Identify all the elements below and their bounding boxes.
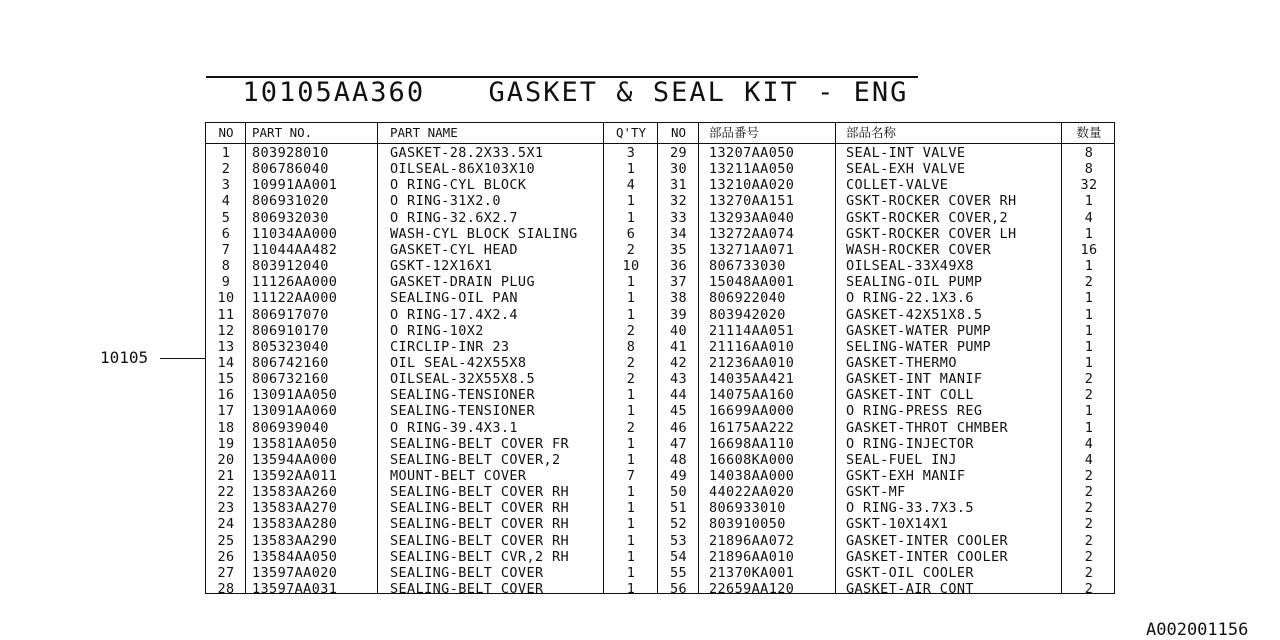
row-no: 20	[217, 451, 235, 468]
row-part-no-2: 22659AA120	[709, 581, 795, 598]
row-part-name-2: COLLET-VALVE	[846, 177, 949, 194]
row-qty-2: 32	[1080, 177, 1098, 194]
row-no: 5	[221, 209, 231, 226]
table-row	[206, 307, 1114, 323]
row-no-2: 33	[669, 209, 688, 226]
row-no-2: 51	[669, 500, 688, 517]
row-qty: 1	[626, 581, 636, 598]
row-no-2: 34	[669, 225, 688, 242]
row-part-no-2: 806733030	[709, 258, 786, 275]
row-part-name: SEALING-BELT COVER RH	[390, 484, 570, 501]
row-part-no-2: 21896AA072	[709, 532, 795, 549]
row-part-name: WASH-CYL BLOCK SIALING	[390, 225, 578, 242]
table-row	[206, 242, 1114, 258]
row-qty: 3	[626, 145, 636, 161]
table-row	[206, 468, 1114, 484]
row-part-no-2: 806922040	[709, 290, 786, 307]
row-part-no-2: 14075AA160	[709, 387, 795, 404]
row-no-2: 49	[669, 468, 688, 484]
row-part-no: 13597AA020	[252, 564, 338, 581]
row-part-no: 13584AA050	[252, 548, 338, 565]
row-qty-2: 2	[1084, 468, 1094, 484]
row-no: 10	[217, 290, 235, 307]
row-part-no-2: 13270AA151	[709, 193, 795, 210]
table-row	[206, 323, 1114, 339]
row-part-no-2: 44022AA020	[709, 484, 795, 501]
row-no-2: 47	[669, 435, 688, 452]
kit-name: GASKET & SEAL KIT - ENG	[488, 77, 909, 108]
row-part-no: 11034AA000	[252, 225, 338, 242]
row-no: 14	[217, 354, 235, 371]
row-part-name: SEALING-BELT COVER	[390, 581, 544, 598]
row-part-name: SEALING-BELT COVER RH	[390, 500, 570, 517]
row-part-no-2: 21896AA010	[709, 548, 795, 565]
row-part-no: 10991AA001	[252, 177, 338, 194]
row-no: 12	[217, 322, 235, 339]
table-row	[206, 193, 1114, 209]
row-qty: 1	[626, 387, 636, 404]
row-no-2: 48	[669, 451, 688, 468]
row-no: 15	[217, 371, 235, 388]
row-part-name: SEALING-OIL PAN	[390, 290, 518, 307]
row-part-name-2: GASKET-WATER PUMP	[846, 322, 991, 339]
row-qty-2: 2	[1084, 532, 1094, 549]
row-qty-2: 1	[1084, 258, 1094, 275]
table-row	[206, 258, 1114, 274]
row-qty-2: 1	[1084, 322, 1094, 339]
row-part-no: 13594AA000	[252, 451, 338, 468]
header-part-no-jp: 部品番号	[709, 125, 760, 140]
row-qty: 1	[626, 484, 636, 501]
row-no-2: 30	[669, 161, 688, 178]
row-part-no: 806742160	[252, 354, 329, 371]
row-qty-2: 2	[1084, 500, 1094, 517]
row-qty: 1	[626, 451, 636, 468]
row-no-2: 50	[669, 484, 688, 501]
header-part-name-jp: 部品名称	[846, 125, 897, 140]
row-part-no: 11126AA000	[252, 274, 338, 291]
row-part-name: O RING-CYL BLOCK	[390, 177, 527, 194]
row-part-name: OILSEAL-86X103X10	[390, 161, 535, 178]
row-qty: 1	[626, 564, 636, 581]
row-qty: 1	[626, 306, 636, 323]
row-part-no-2: 806933010	[709, 500, 786, 517]
row-part-no-2: 803942020	[709, 306, 786, 323]
row-qty-2: 1	[1084, 193, 1094, 210]
table-row	[206, 533, 1114, 549]
row-no-2: 40	[669, 322, 688, 339]
row-no: 27	[217, 564, 235, 581]
row-part-no: 803912040	[252, 258, 329, 275]
row-part-name: SEALING-BELT COVER,2	[390, 451, 561, 468]
row-part-no: 13583AA280	[252, 516, 338, 533]
row-part-no: 13583AA290	[252, 532, 338, 549]
table-row	[206, 177, 1114, 193]
row-qty-2: 2	[1084, 516, 1094, 533]
row-part-name: O RING-10X2	[390, 322, 484, 339]
row-part-no-2: 21236AA010	[709, 354, 795, 371]
row-qty: 6	[626, 225, 636, 242]
row-no: 1	[221, 145, 231, 161]
row-no-2: 52	[669, 516, 688, 533]
table-row	[206, 581, 1114, 597]
row-part-no: 806786040	[252, 161, 329, 178]
row-no-2: 41	[669, 338, 688, 355]
row-part-name-2: GASKET-INTER COOLER	[846, 532, 1009, 549]
row-part-name-2: GSKT-EXH MANIF	[846, 468, 966, 484]
row-part-name: SEALING-TENSIONER	[390, 387, 535, 404]
row-part-no-2: 13207AA050	[709, 145, 795, 161]
row-qty-2: 1	[1084, 225, 1094, 242]
row-no: 13	[217, 338, 235, 355]
row-no: 3	[221, 177, 231, 194]
row-part-name-2: SEAL-FUEL INJ	[846, 451, 957, 468]
row-part-name-2: GASKET-42X51X8.5	[846, 306, 983, 323]
row-qty-2: 4	[1084, 209, 1094, 226]
row-qty-2: 2	[1084, 371, 1094, 388]
row-qty: 1	[626, 500, 636, 517]
row-part-no-2: 16698AA110	[709, 435, 795, 452]
table-row	[206, 274, 1114, 290]
row-qty: 8	[626, 338, 636, 355]
row-part-name: SEALING-BELT COVER FR	[390, 435, 570, 452]
row-qty-2: 1	[1084, 338, 1094, 355]
row-no: 23	[217, 500, 235, 517]
row-part-name-2: WASH-ROCKER COVER	[846, 241, 991, 258]
row-part-name-2: GASKET-INTER COOLER	[846, 548, 1009, 565]
header-qty: Q'TY	[615, 125, 647, 140]
row-part-name-2: SEAL-EXH VALVE	[846, 161, 966, 178]
table-row	[206, 210, 1114, 226]
row-no: 22	[217, 484, 235, 501]
row-qty-2: 1	[1084, 354, 1094, 371]
callout-leader-line	[160, 358, 206, 359]
row-part-name-2: O RING-PRESS REG	[846, 403, 983, 420]
row-no-2: 38	[669, 290, 688, 307]
row-part-name-2: O RING-22.1X3.6	[846, 290, 974, 307]
row-part-no: 806732160	[252, 371, 329, 388]
row-part-name-2: GSKT-ROCKER COVER LH	[846, 225, 1017, 242]
reference-code: A002001156	[1146, 620, 1249, 640]
row-no-2: 42	[669, 354, 688, 371]
row-part-no-2: 803910050	[709, 516, 786, 533]
row-qty: 1	[626, 548, 636, 565]
row-no: 2	[221, 161, 231, 178]
row-qty-2: 2	[1084, 564, 1094, 581]
row-no: 21	[217, 468, 235, 484]
table-row	[206, 516, 1114, 532]
row-qty-2: 2	[1084, 274, 1094, 291]
row-qty-2: 1	[1084, 419, 1094, 436]
table-row	[206, 565, 1114, 581]
row-qty: 2	[626, 419, 636, 436]
row-part-no-2: 13271AA071	[709, 241, 795, 258]
row-qty-2: 1	[1084, 306, 1094, 323]
row-part-name-2: GASKET-AIR CONT	[846, 581, 974, 598]
table-row	[206, 387, 1114, 403]
row-part-name-2: SEALING-OIL PUMP	[846, 274, 983, 291]
row-no-2: 39	[669, 306, 688, 323]
row-no: 16	[217, 387, 235, 404]
row-no: 6	[221, 225, 231, 242]
row-part-name-2: GASKET-THERMO	[846, 354, 957, 371]
row-no: 26	[217, 548, 235, 565]
row-part-name: OIL SEAL-42X55X8	[390, 354, 527, 371]
row-part-no-2: 16175AA222	[709, 419, 795, 436]
header-part-name: PART NAME	[390, 125, 458, 140]
row-part-name-2: GASKET-THROT CHMBER	[846, 419, 1009, 436]
table-row	[206, 549, 1114, 565]
row-part-name-2: O RING-INJECTOR	[846, 435, 974, 452]
row-qty-2: 2	[1084, 581, 1094, 598]
table-row	[206, 226, 1114, 242]
callout-label: 10105	[100, 348, 149, 367]
row-part-name: O RING-32.6X2.7	[390, 209, 518, 226]
row-part-no: 806939040	[252, 419, 329, 436]
kit-title	[206, 42, 918, 108]
row-part-no-2: 14035AA421	[709, 371, 795, 388]
row-qty-2: 8	[1084, 145, 1094, 161]
row-part-name: SEALING-BELT COVER RH	[390, 532, 570, 549]
row-part-no: 13091AA050	[252, 387, 338, 404]
row-no: 19	[217, 435, 235, 452]
row-no: 8	[221, 258, 231, 275]
row-part-no-2: 13210AA020	[709, 177, 795, 194]
row-qty: 7	[626, 468, 636, 484]
header-part-no: PART NO.	[252, 125, 313, 140]
row-part-name: SEALING-BELT CVR,2 RH	[390, 548, 570, 565]
row-part-no-2: 13211AA050	[709, 161, 795, 178]
row-part-no: 806932030	[252, 209, 329, 226]
row-no-2: 54	[669, 548, 688, 565]
row-no: 28	[217, 581, 235, 598]
row-no: 4	[221, 193, 231, 210]
row-no-2: 35	[669, 241, 688, 258]
row-part-name-2: GASKET-INT COLL	[846, 387, 974, 404]
row-part-no: 11044AA482	[252, 241, 338, 258]
row-qty: 1	[626, 161, 636, 178]
row-qty: 2	[626, 354, 636, 371]
row-qty-2: 1	[1084, 403, 1094, 420]
row-no-2: 37	[669, 274, 688, 291]
table-row	[206, 403, 1114, 419]
row-no-2: 45	[669, 403, 688, 420]
row-qty-2: 2	[1084, 387, 1094, 404]
row-part-name: GSKT-12X16X1	[390, 258, 493, 275]
row-part-no-2: 21370KA001	[709, 564, 795, 581]
table-row	[206, 500, 1114, 516]
row-part-no: 806910170	[252, 322, 329, 339]
table-row	[206, 484, 1114, 500]
row-no: 7	[221, 241, 231, 258]
row-part-no-2: 21114AA051	[709, 322, 795, 339]
row-qty-2: 2	[1084, 548, 1094, 565]
row-no: 24	[217, 516, 235, 533]
table-row	[206, 145, 1114, 161]
row-part-name: SEALING-BELT COVER	[390, 564, 544, 581]
row-qty-2: 1	[1084, 290, 1094, 307]
row-part-name: GASKET-CYL HEAD	[390, 241, 518, 258]
row-qty: 1	[626, 209, 636, 226]
row-qty: 1	[626, 290, 636, 307]
header-no-2: NO	[670, 125, 687, 140]
row-no-2: 43	[669, 371, 688, 388]
row-part-name: OILSEAL-32X55X8.5	[390, 371, 535, 388]
row-part-name: O RING-31X2.0	[390, 193, 501, 210]
row-no-2: 36	[669, 258, 688, 275]
table-row	[206, 420, 1114, 436]
row-part-name: SEALING-TENSIONER	[390, 403, 535, 420]
row-qty-2: 4	[1084, 451, 1094, 468]
row-qty: 1	[626, 193, 636, 210]
row-part-name-2: GSKT-MF	[846, 484, 906, 501]
row-no: 18	[217, 419, 235, 436]
row-part-no: 13091AA060	[252, 403, 338, 420]
row-qty: 2	[626, 322, 636, 339]
table-row	[206, 339, 1114, 355]
row-part-name: SEALING-BELT COVER RH	[390, 516, 570, 533]
row-part-no-2: 14038AA000	[709, 468, 795, 484]
row-part-name-2: SEAL-INT VALVE	[846, 145, 966, 161]
row-part-no: 13597AA031	[252, 581, 338, 598]
row-part-no: 13583AA260	[252, 484, 338, 501]
row-qty-2: 16	[1080, 241, 1098, 258]
row-part-no-2: 21116AA010	[709, 338, 795, 355]
row-no-2: 44	[669, 387, 688, 404]
row-no: 25	[217, 532, 235, 549]
row-qty: 1	[626, 532, 636, 549]
row-qty-2: 8	[1084, 161, 1094, 178]
row-no-2: 29	[669, 145, 688, 161]
row-part-name: O RING-39.4X3.1	[390, 419, 518, 436]
row-part-name-2: GSKT-ROCKER COVER,2	[846, 209, 1009, 226]
row-qty-2: 4	[1084, 435, 1094, 452]
row-qty: 10	[622, 258, 640, 275]
table-row	[206, 290, 1114, 306]
row-part-name-2: OILSEAL-33X49X8	[846, 258, 974, 275]
row-part-name-2: SELING-WATER PUMP	[846, 338, 991, 355]
row-part-name: O RING-17.4X2.4	[390, 306, 518, 323]
row-qty: 2	[626, 241, 636, 258]
parts-table	[205, 122, 1115, 598]
row-part-no: 13592AA011	[252, 468, 338, 484]
row-part-no: 803928010	[252, 145, 329, 161]
row-part-no-2: 13293AA040	[709, 209, 795, 226]
table-row	[206, 436, 1114, 452]
row-qty: 4	[626, 177, 636, 194]
row-part-name-2: O RING-33.7X3.5	[846, 500, 974, 517]
table-row	[206, 355, 1114, 371]
header-qty-jp: 数量	[1076, 125, 1102, 140]
row-no: 11	[217, 306, 235, 323]
row-no-2: 56	[669, 581, 688, 598]
header-no: NO	[218, 125, 234, 140]
row-part-no: 13581AA050	[252, 435, 338, 452]
row-part-name-2: GSKT-ROCKER COVER RH	[846, 193, 1017, 210]
row-part-name-2: GASKET-INT MANIF	[846, 371, 983, 388]
row-qty: 1	[626, 435, 636, 452]
row-part-no-2: 13272AA074	[709, 225, 795, 242]
row-qty: 1	[626, 403, 636, 420]
row-qty-2: 2	[1084, 484, 1094, 501]
row-no: 9	[221, 274, 231, 291]
row-no: 17	[217, 403, 235, 420]
row-part-no: 806917070	[252, 306, 329, 323]
row-no-2: 53	[669, 532, 688, 549]
row-qty: 1	[626, 516, 636, 533]
row-part-name: MOUNT-BELT COVER	[390, 468, 527, 484]
row-part-name: GASKET-28.2X33.5X1	[390, 145, 544, 161]
table-row	[206, 371, 1114, 387]
table-header	[206, 123, 1114, 144]
row-part-no-2: 16608KA000	[709, 451, 795, 468]
row-part-no-2: 16699AA000	[709, 403, 795, 420]
row-part-name: GASKET-DRAIN PLUG	[390, 274, 535, 291]
row-part-no-2: 15048AA001	[709, 274, 795, 291]
row-part-no: 805323040	[252, 338, 329, 355]
table-row	[206, 161, 1114, 177]
row-part-name-2: GSKT-10X14X1	[846, 516, 949, 533]
row-no-2: 46	[669, 419, 688, 436]
table-row	[206, 452, 1114, 468]
row-part-name: CIRCLIP-INR 23	[390, 338, 510, 355]
row-qty: 2	[626, 371, 636, 388]
kit-part-number: 10105AA360	[242, 77, 426, 108]
row-part-name-2: GSKT-OIL COOLER	[846, 564, 974, 581]
row-no-2: 31	[669, 177, 688, 194]
row-part-no: 11122AA000	[252, 290, 338, 307]
row-qty: 1	[626, 274, 636, 291]
row-no-2: 55	[669, 564, 688, 581]
row-part-no: 13583AA270	[252, 500, 338, 517]
row-part-no: 806931020	[252, 193, 329, 210]
row-no-2: 32	[669, 193, 688, 210]
